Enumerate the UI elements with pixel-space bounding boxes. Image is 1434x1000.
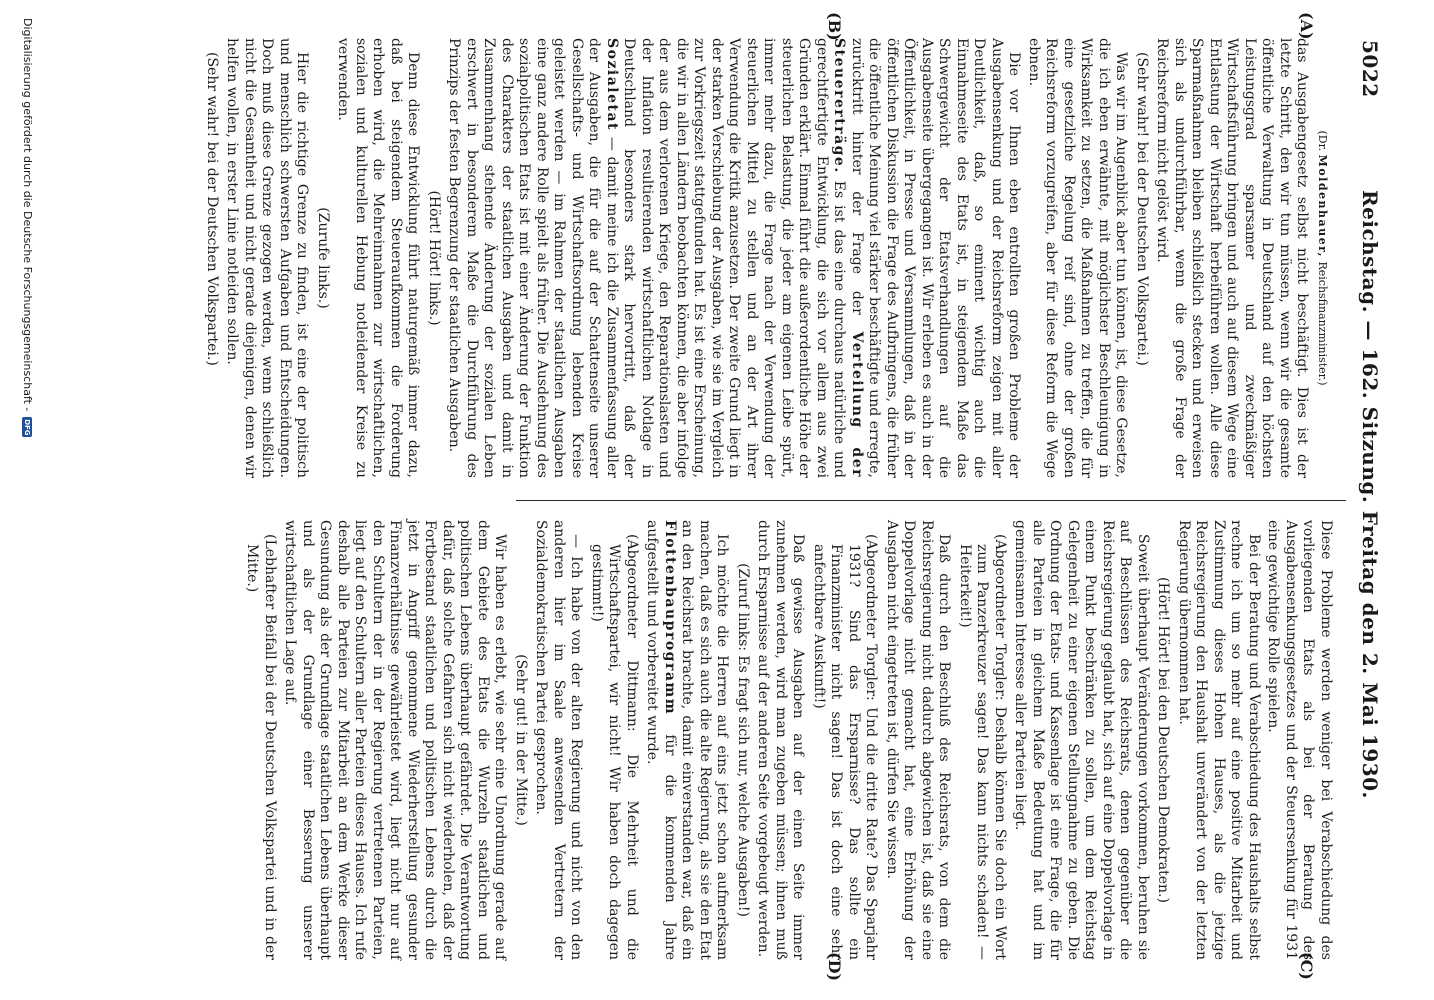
paragraph: Diese Probleme werden weniger bei Verabschiedung des vorliegenden Etats als bei der Beratung des Ausgabensenkungsgesetzes und der Steuersenkung für 1931 eine gewichtige Rolle spielen. [1265,520,1334,960]
page-header [1342,40,1382,910]
paragraph: Wir haben es erlebt, wie sehr eine Unordnung gerade auf dem Gebiete des Etats die Wurzeln staatlichen und politischen Lebens überhaupt gefährdet. Die Verantwortung dafür, daß solche Gefahren sich nicht wiederholen, daß der Fortbestand staatlichen und politischen Lebens durch die jetzt in Angriff genommene Wiederherstellung gesunder Finanzverhältnisse gewährleistet wird, liegt nicht nur auf den Schultern der in der Regierung vertretenen Parteien, liegt auf den Schultern aller Parteien dieses Hauses. Ich rufe deshalb alle Parteien zur Mitarbeit an dem Werke dieser Gesundung als der Grundlage staatlichen Lebens überhaupt und als der Grundlage einer Besserung unserer wirtschaftlichen Lage auf. [282,520,509,960]
interjection: (Abgeordneter Torgler: Deshalb können Sie doch ein Wort zum Panzerkreuzer sagen! Das kann nichts schaden! — Heiterkeit!) [957,534,1008,960]
paragraph: — Ich habe von der alten Regierung und nicht von den anderen hier im Saale anwesenden Vertretern der Sozialdemokratischen Partei gesprochen. [533,520,585,960]
paragraph: Denn diese Entwicklung führt naturgemäß immer dazu, daß bei steigendem Steueraufkommen die Forderung erhoben wird, die Mehreinnahmen zur wirtschaftlichen, sozialen und kulturellen Hebung notleidender Kreise zu verwenden. [335,38,422,478]
column-divider [516,500,1346,501]
speaker-name: Moldenhauer, [1316,154,1329,258]
paragraph: Daß durch den Beschluß des Reichsrats, von dem die Reichsregierung nicht dadurch abgewichen ist, daß sie eine Doppelvorlage nicht gemacht hat, eine Erhöhung der Ausgaben nicht eingetreten ist, dürfen Sie wissen. [884,520,953,960]
margin-mark-b: (B) [825,12,844,41]
paragraph: Hier die richtige Grenze zu finden, ist eine der politisch und menschlich schwersten Aufgaben und Entscheidungen. Doch muß diese Grenze gezogen werden, wenn schließlich nicht die Gesamtheit und nicht gerade diejenigen, denen wir helfen wollen, in erster Linie notleiden sollen. [224,38,311,478]
interjection: (Sehr gut! in der Mitte.) [513,654,529,826]
running-title: Reichstag. — 162. Sitzung. Freitag den 2. Mai 1930. [1358,190,1382,799]
paragraph [445,38,1023,478]
interjection: (Zuruf links: Es fragt sich nur, welche Ausgaben!) [735,563,751,917]
interjection: (Lebhafter Beifall bei der Deutschen Volkspartei und in der Mitte.) [244,534,278,960]
paragraph: Soweit überhaupt Veränderungen vorkommen, beruhen sie auf Beschlüssen des Reichsrats, denen gegenüber die Reichsregierung geglaubt hat, sich auf eine Doppelvorlage in einem Punkt beschränken zu sollen, um dem Reichstag Gelegenheit zu einer eigenen Stellungnahme zu geben. Die Ordnung der Etats- und Kassenlage ist eine Frage, die für alle Parteien in gleichem Maße Bedeutung hat und im gemeinsamen Interesse aller Parteien liegt. [1012,520,1151,960]
interjection: (Abgeordneter Torgler: Und die dritte Rate? Das Sparjahr 1931? Sind das Ersparnisse? Das sollte ein Finanzminister nicht sagen! Das ist doch eine sehr anfechtbare Auskunft!) [811,534,880,960]
digitization-credit [21,18,34,978]
interjection: (Sehr wahr! bei der Deutschen Volkspartei.) [1134,52,1150,366]
left-column [200,38,1335,478]
paragraph [643,520,731,960]
text-run: Es ist das eine durchaus natürliche und gerechtfertigte Entwicklung, die sich vor allem aus zwei Gründen erklärt. Einmal führt die außerordentliche Höhe der steuerlichen Belastung, die jeder am eigenen Leibe spürt, immer mehr dazu, die Frage nach der Verwendung der steuerlichen Mittel zu stellen und an der Art ihrer Verwendung die Kritik anzusetzen. Der zweite Grund liegt in der starken Verschiebung der Ausgaben, wie sie im Vergleich zur Vorkriegszeit stattgefunden hat. Es ist eine Erscheinung, die wir in allen Ländern beobachten können, die aber infolge der aus dem verlorenen Kriege, den Reparationslasten und der Inflation resultierenden wirtschaftlichen Notlage in Deutschland besonders stark hervortritt, daß der [621,38,848,478]
speaker-role: Reichsfinanzminister.) [1316,261,1329,386]
paragraph: Daß gewisse Ausgaben auf der einen Seite immer zunehmen werden, wird man zugeben müssen; ihnen muß durch Ersparnisse auf der anderen Seite vorgebeugt werden. [755,520,807,960]
page-number: 5022 [1358,40,1382,98]
right-column [240,520,1334,960]
text-run: für die kommenden Jahre aufgestellt und vorbereitet wurde. [644,520,678,960]
speaker-line [1314,38,1332,478]
text-run: Ich möchte die Herren auf eins jetzt schon aufmerksam machen, daß es sich auch die alte Regierung, als sie den Etat an den Reichsrat brachte, damit einverstanden war, daß ein [679,520,731,960]
emphasis: Flottenbauprogramm [662,520,678,716]
text-run: Die vor Ihnen eben entrollten großen Probleme der Ausgabensenkung und der Reichsreform zeigen mit aller Deutlichkeit, daß, so eminent wichtig auch die Einnahmeseite des Etats ist, in steigendem Maße das Schwergewicht der Etatsverhandlungen auf die Ausgabenseite übergegangen ist. Wir erleben es auch in der Öffentlichkeit, in Presse und Versammlungen, daß in der öffentlichen Diskussion die Frage des Aufbringens, die früher die öffentliche Meinung viel stärker beschäftigte und erregte, zurücktritt hinter der Frage der [849,38,1023,478]
paragraph: das Ausgabengesetz selbst nicht beschäftigt. Dies ist der letzte Schritt, den wir tun müssen, wenn wir die gesamte öffentliche Verwaltung in Deutschland auf den höchsten Leistungsgrad sparsamer und zweckmäßiger Wirtschaftsführung bringen und auch auf diesem Wege eine Entlastung der Wirtschaft herbeiführen wollen. Alle diese Sparmaßnahmen bleiben schließlich stecken und erweisen sich als undurchführbar, wenn die große Frage der Reichsreform nicht gelöst wird. [1154,38,1311,478]
interjection: (Sehr wahr! bei der Deutschen Volkspartei.) [204,52,220,366]
text-run: — damit meine ich die Zusammenfassung aller der Ausgaben, die für die auf der Schattenseite unserer Gesellschafts- und Wirtschaftsordnung lebenden Kreise geleistet werden — im Rahmen der staatlichen Ausgaben eine ganz andere Rolle spielt als früher. Die Ausdehnung des sozialpolitischen Etats ist mit einer Änderung der Funktion des Charakters der staatlichen Ausgaben und damit in Zusammenhang stehende Änderung der sozialen Leben erschwert in besonderem Maße die Durchführung des Prinzips der festen Begrenzung der staatlichen Ausgaben. [446,38,620,478]
interjection: (Abgeordneter Dittmann: Die Mehrheit und die Wirtschaftspartei, wir nicht! Wir haben doch dagegen gestimmt!) [589,534,640,960]
interjection: (Hört! Hört! links.) [426,190,442,326]
margin-mark-d: (D) [825,952,844,982]
paragraph: Was wir im Augenblick aber tun können, ist, diese Gesetze, die ich eben erwähnte, mit möglichster Beschleunigung in Wirksamkeit zu setzen, die Maßnahmen zu treffen, die für eine gesetzliche Regelung reif sind, ohne der großen Reichsreform vorzugreifen, aber für diese Reform die Wege ebnen. [1026,38,1130,478]
emphasis: Sozialetat [604,38,620,132]
margin-mark-a: (A) [1297,12,1316,40]
credit-text: Digitalisierung gefördert durch die Deutsche Forschungsgemeinschaft - [21,18,34,412]
emphasis: Verteilung der Steuererträge. [831,38,865,479]
paragraph: Bei der Beratung und Verabschiedung des Haushalts selbst rechne ich um so mehr auf eine positive Mitarbeit und Zustimmung dieses Hohen Hauses, als die jetzige Reichsregierung den Haushalt unverändert von der letzten Regierung übernommen hat. [1176,520,1262,960]
interjection: (Zurufe links.) [315,207,331,309]
dfg-logo: DFG [23,419,32,436]
interjection: (Hört! Hört! bei den Deutschen Demokraten.) [1155,577,1172,903]
margin-mark-c: (C) [1297,952,1316,980]
speaker-prefix: (Dr. [1316,130,1329,152]
